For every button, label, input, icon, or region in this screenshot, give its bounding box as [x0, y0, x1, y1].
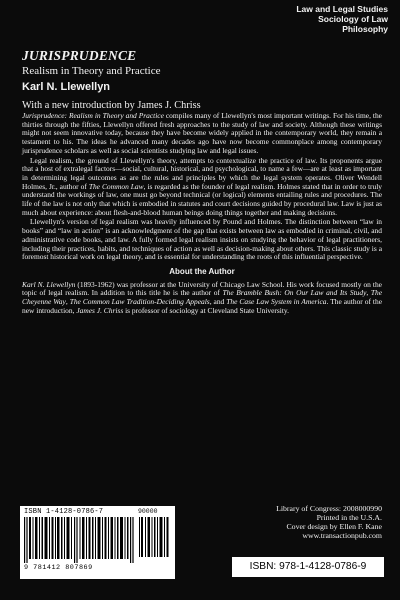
about-author-text: Karl N. Llewellyn (1893-1962) was professor at the University of Chicago Law School. His work focused mostly on the topic of legal realism. In addition to this title he is the author of The Bramble Bush: On Our Law and Its Study, The Cheyenne Way, The Common Law Tradition-Deciding Appeals, and The Case Law System in America. The author of the new introduction, James J. Chriss is professor of sociology at Cleveland State University.: [22, 279, 383, 315]
publisher-website: www.transactionpub.com: [302, 530, 382, 540]
book-title: JURISPRUDENCE: [22, 48, 137, 63]
book-subtitle: Realism in Theory and Practice: [22, 65, 161, 77]
publisher-info: [276, 505, 382, 541]
isbn10-label: ISBN 1-4128-0786-7: [24, 508, 104, 516]
cover-design-credit: Cover design by Ellen F. Kane: [286, 521, 382, 531]
book-title-italic: Jurisprudence: Realism in Theory and Practice: [22, 111, 164, 120]
description-paragraph: Legal realism, the ground of Llewellyn's theory, attempts to contextualize the practice of law. Its proponents argue that a host of extralegal factors—social, cultural, historical, and psychological, to name a few—are at least as important in determining legal outcomes as are the rules and principles by which the legal system operates. Oliver Wendell Holmes, Jr., author of The Common Law, is regarded as the founder of legal realism. Holmes stated that in order to truly understand the workings of law, one must go beyond technical (or logical) elements entailing rules and procedures. The life of the law is not only that which is embodied in statutes and court decisions guided by procedural law. Law is just as much about experience: about flesh-and-blood human beings doing things together and making decisions.: [22, 155, 382, 217]
subject-law: Law and Legal Studies: [296, 4, 388, 14]
isbn13-label: ISBN: 978-1-4128-0786-9: [232, 557, 384, 577]
subject-philosophy: Philosophy: [342, 24, 388, 34]
subject-categories: [296, 4, 388, 34]
about-author-heading: About the Author: [169, 266, 235, 276]
description-paragraph: Jurisprudence: Realism in Theory and Practice compiles many of Llewellyn's most important writings. For his time, the thirties through the fifties, Llewellyn offered fresh approaches to the study of law and society. Although these writings might not seem innovative today, because they have become widely applied in the contemporary world, they remain a testament to his. The ideas he advanced many decades ago have now become commonplace among contemporary jurisprudence scholars as well as social scientists studying law and legal issues.: [22, 111, 382, 155]
library-of-congress: Library of Congress: 2008000990: [276, 504, 382, 513]
barcode-icon: [24, 517, 134, 563]
book-author: Karl N. Llewellyn: [22, 81, 111, 93]
ean-number: 9 781412 807869: [24, 564, 93, 572]
barcode-panel: [20, 506, 175, 579]
addon-barcode-icon: [138, 517, 170, 557]
printed-in: Printed in the U.S.A.: [316, 512, 382, 522]
title-block: [22, 48, 382, 112]
book-description: [22, 112, 382, 316]
price-addon-number: 90000: [138, 508, 158, 515]
description-paragraph: Llewellyn's version of legal realism was heavily influenced by Pound and Holmes. The distinction between “law in books” and “law in action” is an acknowledgment of the gap that exists between law as embodied in criminal, civil, and administrative code books, and law. A fully formed legal realism insists on studying the behavior of legal practitioners, including their practices, habits, and techniques of action as well as decision-making about others. This classic study is a foremost historical work on legal theory, and is essential for understanding the roots of this influential perspective.: [22, 217, 382, 262]
subject-sociology: Sociology of Law: [318, 14, 388, 24]
introduction-credit: With a new introduction by James J. Chriss: [22, 100, 201, 111]
